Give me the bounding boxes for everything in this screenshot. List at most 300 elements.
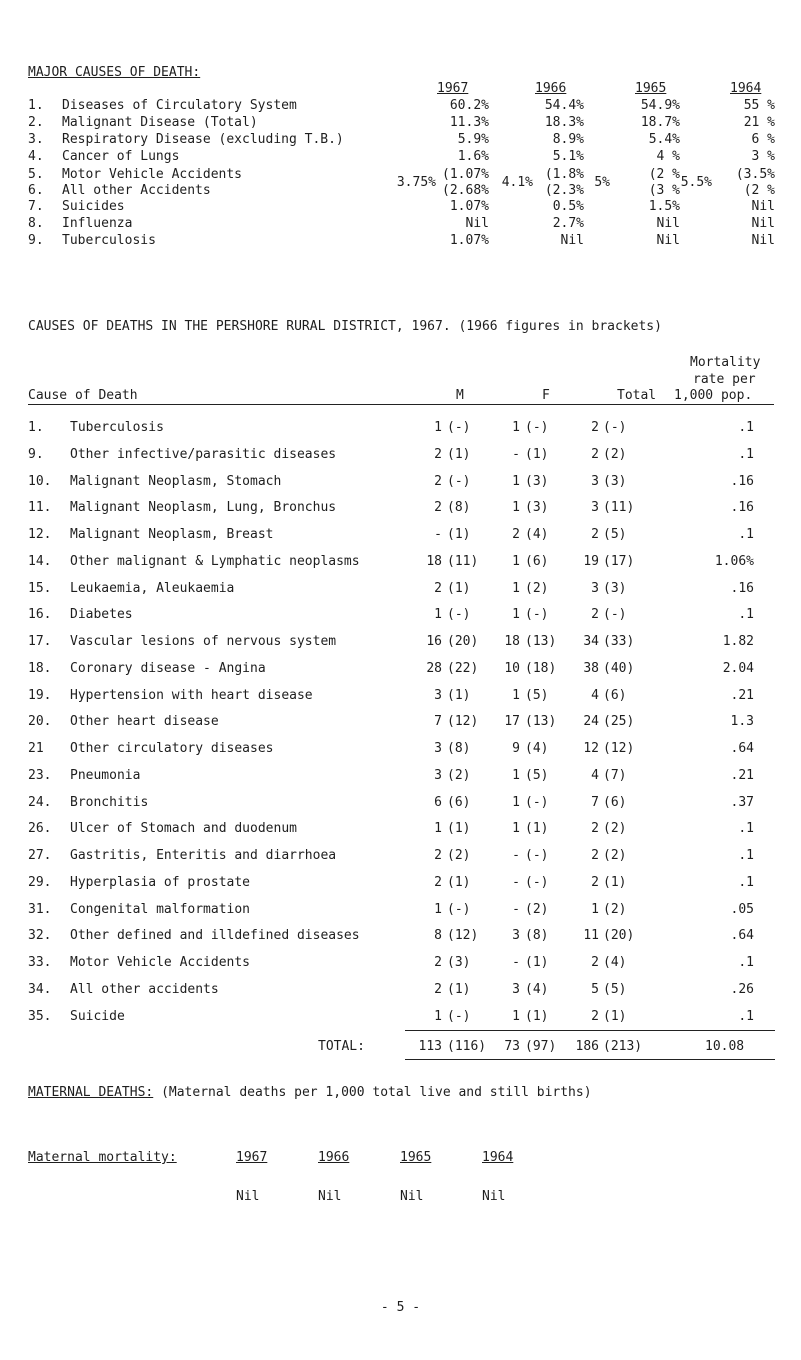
total-prev: (4) <box>603 955 627 970</box>
mortality-rate: .1 <box>738 607 754 622</box>
year-header: 1966 <box>535 81 567 96</box>
cause-name: Motor Vehicle Accidents <box>70 955 251 970</box>
total-prev: (12) <box>603 741 635 756</box>
female-count: 18 <box>504 634 520 649</box>
cause-name: Respiratory Disease (excluding T.B.) <box>62 132 344 147</box>
female-prev: (13) <box>525 634 557 649</box>
year-header: 1964 <box>730 81 762 96</box>
cause-name: Malignant Neoplasm, Breast <box>70 527 274 542</box>
row-number: 14. <box>28 554 52 569</box>
male-count: 16 <box>426 634 442 649</box>
total-f: 73 <box>504 1039 520 1054</box>
male-prev: (1) <box>447 821 471 836</box>
total-rate: 10.08 <box>705 1039 745 1054</box>
cause-name: Suicides <box>62 199 125 214</box>
mortality-rate: .1 <box>738 420 754 435</box>
percent-value: 0.5% <box>552 199 584 214</box>
total-count: 4 <box>591 768 599 783</box>
row-number: 3. <box>28 132 44 147</box>
total-count: 1 <box>591 902 599 917</box>
cause-name: Other heart disease <box>70 714 219 729</box>
male-prev: (8) <box>447 500 471 515</box>
maternal-note: (Maternal deaths per 1,000 total live and still births) <box>161 1085 592 1100</box>
row-number: 6. <box>28 183 44 198</box>
rate-header-line3: 1,000 pop. <box>674 388 753 403</box>
total-header: Total <box>617 388 657 403</box>
total-count: 19 <box>583 554 599 569</box>
female-prev: (4) <box>525 741 549 756</box>
total-prev: (5) <box>603 527 627 542</box>
total-count: 2 <box>591 420 599 435</box>
mortality-rate: 2.04 <box>722 661 754 676</box>
total-prev: (1) <box>603 875 627 890</box>
total-prev: (2) <box>603 902 627 917</box>
mortality-rate: .21 <box>730 688 754 703</box>
row-number: 26. <box>28 821 52 836</box>
accident-combined-total: 5% <box>594 175 610 190</box>
female-prev: (4) <box>525 527 549 542</box>
percent-value: 21 % <box>743 115 775 130</box>
female-prev: (6) <box>525 554 549 569</box>
male-prev: (2) <box>447 768 471 783</box>
male-prev: (1) <box>447 581 471 596</box>
cause-name: Influenza <box>62 216 133 231</box>
row-number: 19. <box>28 688 52 703</box>
cause-name: Other defined and illdefined diseases <box>70 928 360 943</box>
male-count: 1 <box>434 821 442 836</box>
page-number: - 5 - <box>380 1300 421 1315</box>
total-count: 11 <box>583 928 599 943</box>
cause-name: Cancer of Lungs <box>62 149 180 164</box>
percent-value: Nil <box>465 216 489 231</box>
female-count: - <box>512 875 520 890</box>
cause-name: Malignant Disease (Total) <box>62 115 258 130</box>
row-number: 33. <box>28 955 52 970</box>
female-count: 1 <box>512 581 520 596</box>
female-prev: (1) <box>525 955 549 970</box>
percent-value: 60.2% <box>449 98 489 113</box>
total-m: 113 <box>418 1039 442 1054</box>
percent-value: 6 % <box>751 132 775 147</box>
female-count: 10 <box>504 661 520 676</box>
total-prev: (5) <box>603 982 627 997</box>
cause-header: Cause of Death <box>28 388 138 403</box>
cause-name: Tuberculosis <box>62 233 156 248</box>
male-count: 2 <box>434 500 442 515</box>
female-count: 3 <box>512 982 520 997</box>
total-count: 2 <box>591 821 599 836</box>
female-prev: (-) <box>525 875 549 890</box>
mortality-rate: .1 <box>738 821 754 836</box>
male-prev: (1) <box>447 527 471 542</box>
percent-value: 8.9% <box>552 132 584 147</box>
male-count: 2 <box>434 955 442 970</box>
female-header: F <box>542 388 550 403</box>
male-prev: (1) <box>447 982 471 997</box>
rate-header-line1: Mortality <box>690 355 761 370</box>
total-count: 3 <box>591 500 599 515</box>
row-number: 34. <box>28 982 52 997</box>
total-prev: (40) <box>603 661 635 676</box>
cause-name: Other infective/parasitic diseases <box>70 447 337 462</box>
accident-combined-total: 5.5% <box>680 175 712 190</box>
total-t: 186 <box>575 1039 599 1054</box>
male-count: 2 <box>434 474 442 489</box>
female-count: 2 <box>512 527 520 542</box>
cause-name: Coronary disease - Angina <box>70 661 266 676</box>
mortality-rate: .1 <box>738 1009 754 1024</box>
row-number: 32. <box>28 928 52 943</box>
total-prev: (2) <box>603 848 627 863</box>
percent-value: (2 % <box>648 167 680 182</box>
mortality-rate: .16 <box>730 581 754 596</box>
maternal-label: Maternal mortality: <box>28 1150 177 1165</box>
total-count: 7 <box>591 795 599 810</box>
female-count: 1 <box>512 1009 520 1024</box>
mortality-rate: .26 <box>730 982 754 997</box>
row-number: 9. <box>28 447 44 462</box>
row-number: 18. <box>28 661 52 676</box>
male-header: M <box>456 388 464 403</box>
mortality-rate: .05 <box>730 902 754 917</box>
total-prev: (2) <box>603 447 627 462</box>
male-prev: (-) <box>447 902 471 917</box>
mortality-rate: 1.06% <box>714 554 754 569</box>
percent-value: 55 % <box>743 98 775 113</box>
row-number: 21 <box>28 741 44 756</box>
cause-name: Congenital malformation <box>70 902 251 917</box>
female-count: 1 <box>512 420 520 435</box>
year-header: 1967 <box>437 81 469 96</box>
cause-name: Hyperplasia of prostate <box>70 875 251 890</box>
total-count: 38 <box>583 661 599 676</box>
maternal-year: 1967 <box>236 1150 268 1165</box>
male-count: 6 <box>434 795 442 810</box>
maternal-value: Nil <box>318 1189 342 1204</box>
cause-name: Other circulatory diseases <box>70 741 274 756</box>
percent-value: 1.6% <box>457 149 489 164</box>
total-prev: (3) <box>603 581 627 596</box>
female-count: 17 <box>504 714 520 729</box>
row-number: 35. <box>28 1009 52 1024</box>
year-header: 1965 <box>635 81 667 96</box>
maternal-year: 1966 <box>318 1150 350 1165</box>
total-count: 2 <box>591 955 599 970</box>
row-number: 16. <box>28 607 52 622</box>
male-count: 1 <box>434 902 442 917</box>
female-prev: (1) <box>525 1009 549 1024</box>
male-prev: (1) <box>447 688 471 703</box>
cause-name: All other accidents <box>70 982 219 997</box>
total-count: 3 <box>591 474 599 489</box>
male-count: 1 <box>434 1009 442 1024</box>
total-prev: (11) <box>603 500 635 515</box>
percent-value: 5.4% <box>648 132 680 147</box>
row-number: 1. <box>28 98 44 113</box>
cause-name: Diabetes <box>70 607 133 622</box>
total-count: 24 <box>583 714 599 729</box>
row-number: 20. <box>28 714 52 729</box>
male-prev: (12) <box>447 714 479 729</box>
mortality-rate: .16 <box>730 500 754 515</box>
row-number: 2. <box>28 115 44 130</box>
accident-combined-total: 4.1% <box>501 175 533 190</box>
cause-name: Tuberculosis <box>70 420 164 435</box>
cause-name: Suicide <box>70 1009 125 1024</box>
row-number: 31. <box>28 902 52 917</box>
total-count: 3 <box>591 581 599 596</box>
total-prev: (3) <box>603 474 627 489</box>
maternal-year: 1964 <box>482 1150 514 1165</box>
row-number: 5. <box>28 167 44 182</box>
male-prev: (-) <box>447 1009 471 1024</box>
mortality-rate: .1 <box>738 447 754 462</box>
row-number: 11. <box>28 500 52 515</box>
percent-value: Nil <box>751 233 775 248</box>
mortality-rate: .21 <box>730 768 754 783</box>
accident-combined-total: 3.75% <box>396 175 436 190</box>
total-count: 34 <box>583 634 599 649</box>
female-count: - <box>512 848 520 863</box>
male-prev: (2) <box>447 848 471 863</box>
percent-value: (1.8% <box>544 167 584 182</box>
male-count: 2 <box>434 875 442 890</box>
female-prev: (13) <box>525 714 557 729</box>
female-count: 9 <box>512 741 520 756</box>
female-count: - <box>512 955 520 970</box>
female-prev: (4) <box>525 982 549 997</box>
total-prev: (17) <box>603 554 635 569</box>
total-label: TOTAL: <box>318 1039 365 1054</box>
male-prev: (6) <box>447 795 471 810</box>
male-count: 7 <box>434 714 442 729</box>
percent-value: 1.07% <box>449 233 489 248</box>
total-prev: (-) <box>603 420 627 435</box>
mortality-rate: .64 <box>730 928 754 943</box>
female-prev: (-) <box>525 848 549 863</box>
male-count: 3 <box>434 768 442 783</box>
maternal-heading-line <box>28 1085 592 1101</box>
total-prev: (25) <box>603 714 635 729</box>
causes-title: CAUSES OF DEATHS IN THE PERSHORE RURAL DISTRICT, 1967. (1966 figures in brackets) <box>28 319 662 334</box>
female-prev: (1) <box>525 821 549 836</box>
percent-value: 4 % <box>656 149 680 164</box>
female-prev: (8) <box>525 928 549 943</box>
cause-name: Malignant Neoplasm, Lung, Bronchus <box>70 500 337 515</box>
male-prev: (3) <box>447 955 471 970</box>
mortality-rate: .64 <box>730 741 754 756</box>
maternal-heading: MATERNAL DEATHS: <box>28 1085 154 1100</box>
percent-value: 54.9% <box>640 98 680 113</box>
percent-value: Nil <box>656 216 680 231</box>
cause-name: Hypertension with heart disease <box>70 688 313 703</box>
male-count: 2 <box>434 447 442 462</box>
male-count: 3 <box>434 741 442 756</box>
header-rule <box>28 404 774 405</box>
female-prev: (5) <box>525 768 549 783</box>
mortality-rate: .1 <box>738 955 754 970</box>
total-prev: (6) <box>603 795 627 810</box>
male-prev: (11) <box>447 554 479 569</box>
male-prev: (-) <box>447 420 471 435</box>
mortality-rate: .37 <box>730 795 754 810</box>
percent-value: (3.5% <box>735 167 775 182</box>
row-number: 27. <box>28 848 52 863</box>
percent-value: Nil <box>560 233 584 248</box>
cause-name: All other Accidents <box>62 183 211 198</box>
total-f-prev: (97) <box>525 1039 557 1054</box>
percent-value: 3 % <box>751 149 775 164</box>
total-rule-top <box>405 1030 775 1031</box>
row-number: 4. <box>28 149 44 164</box>
row-number: 9. <box>28 233 44 248</box>
percent-value: 5.9% <box>457 132 489 147</box>
total-prev: (6) <box>603 688 627 703</box>
row-number: 23. <box>28 768 52 783</box>
maternal-year: 1965 <box>400 1150 432 1165</box>
cause-name: Bronchitis <box>70 795 149 810</box>
female-prev: (-) <box>525 420 549 435</box>
percent-value: 11.3% <box>449 115 489 130</box>
male-count: 8 <box>434 928 442 943</box>
row-number: 10. <box>28 474 52 489</box>
male-count: 28 <box>426 661 442 676</box>
female-count: 1 <box>512 554 520 569</box>
percent-value: Nil <box>656 233 680 248</box>
mortality-rate: 1.3 <box>730 714 754 729</box>
male-count: 2 <box>434 982 442 997</box>
male-prev: (8) <box>447 741 471 756</box>
total-count: 2 <box>591 607 599 622</box>
total-count: 4 <box>591 688 599 703</box>
percent-value: (2.3% <box>544 183 584 198</box>
total-count: 2 <box>591 848 599 863</box>
female-count: 1 <box>512 768 520 783</box>
percent-value: 5.1% <box>552 149 584 164</box>
cause-name: Leukaemia, Aleukaemia <box>70 581 235 596</box>
female-count: 1 <box>512 688 520 703</box>
female-count: 1 <box>512 607 520 622</box>
male-count: 2 <box>434 581 442 596</box>
female-prev: (3) <box>525 500 549 515</box>
female-prev: (5) <box>525 688 549 703</box>
percent-value: (2 % <box>743 183 775 198</box>
total-prev: (-) <box>603 607 627 622</box>
row-number: 24. <box>28 795 52 810</box>
cause-name: Diseases of Circulatory System <box>62 98 297 113</box>
percent-value: 1.07% <box>449 199 489 214</box>
male-prev: (22) <box>447 661 479 676</box>
female-prev: (-) <box>525 607 549 622</box>
total-t-prev: (213) <box>603 1039 643 1054</box>
cause-name: Gastritis, Enteritis and diarrhoea <box>70 848 337 863</box>
percent-value: Nil <box>751 216 775 231</box>
percent-value: 18.7% <box>640 115 680 130</box>
mortality-rate: .1 <box>738 848 754 863</box>
mortality-rate: .1 <box>738 527 754 542</box>
male-prev: (-) <box>447 474 471 489</box>
male-count: - <box>434 527 442 542</box>
total-prev: (33) <box>603 634 635 649</box>
maternal-value: Nil <box>400 1189 424 1204</box>
total-count: 2 <box>591 447 599 462</box>
female-count: 3 <box>512 928 520 943</box>
total-count: 5 <box>591 982 599 997</box>
male-count: 3 <box>434 688 442 703</box>
maternal-value: Nil <box>482 1189 506 1204</box>
cause-name: Pneumonia <box>70 768 141 783</box>
total-prev: (7) <box>603 768 627 783</box>
cause-name: Vascular lesions of nervous system <box>70 634 337 649</box>
female-prev: (2) <box>525 581 549 596</box>
female-count: 1 <box>512 500 520 515</box>
total-prev: (1) <box>603 1009 627 1024</box>
cause-name: Other malignant & Lymphatic neoplasms <box>70 554 360 569</box>
female-prev: (-) <box>525 795 549 810</box>
female-prev: (2) <box>525 902 549 917</box>
female-count: 1 <box>512 474 520 489</box>
row-number: 17. <box>28 634 52 649</box>
female-count: 1 <box>512 795 520 810</box>
mortality-rate: .1 <box>738 875 754 890</box>
row-number: 7. <box>28 199 44 214</box>
total-count: 12 <box>583 741 599 756</box>
mortality-rate: 1.82 <box>722 634 754 649</box>
female-prev: (3) <box>525 474 549 489</box>
male-prev: (12) <box>447 928 479 943</box>
row-number: 1. <box>28 420 44 435</box>
percent-value: 18.3% <box>544 115 584 130</box>
mortality-rate: .16 <box>730 474 754 489</box>
major-causes-title: MAJOR CAUSES OF DEATH: <box>28 65 201 80</box>
cause-name: Malignant Neoplasm, Stomach <box>70 474 282 489</box>
female-prev: (1) <box>525 447 549 462</box>
female-count: - <box>512 902 520 917</box>
cause-name: Motor Vehicle Accidents <box>62 167 243 182</box>
male-prev: (-) <box>447 607 471 622</box>
maternal-value: Nil <box>236 1189 260 1204</box>
row-number: 12. <box>28 527 52 542</box>
cause-name: Ulcer of Stomach and duodenum <box>70 821 297 836</box>
male-count: 18 <box>426 554 442 569</box>
female-prev: (18) <box>525 661 557 676</box>
percent-value: 54.4% <box>544 98 584 113</box>
total-rule-bottom <box>405 1059 775 1060</box>
percent-value: (3 % <box>648 183 680 198</box>
female-count: - <box>512 447 520 462</box>
percent-value: (2.68% <box>442 183 489 198</box>
total-prev: (20) <box>603 928 635 943</box>
male-prev: (1) <box>447 875 471 890</box>
total-prev: (2) <box>603 821 627 836</box>
male-count: 2 <box>434 848 442 863</box>
male-count: 1 <box>434 607 442 622</box>
total-count: 2 <box>591 1009 599 1024</box>
row-number: 29. <box>28 875 52 890</box>
total-m-prev: (116) <box>447 1039 487 1054</box>
male-prev: (1) <box>447 447 471 462</box>
percent-value: 1.5% <box>648 199 680 214</box>
rate-header-line2: rate per <box>693 372 756 387</box>
percent-value: Nil <box>751 199 775 214</box>
total-count: 2 <box>591 875 599 890</box>
total-count: 2 <box>591 527 599 542</box>
female-count: 1 <box>512 821 520 836</box>
percent-value: (1.07% <box>442 167 489 182</box>
male-count: 1 <box>434 420 442 435</box>
male-prev: (20) <box>447 634 479 649</box>
row-number: 15. <box>28 581 52 596</box>
